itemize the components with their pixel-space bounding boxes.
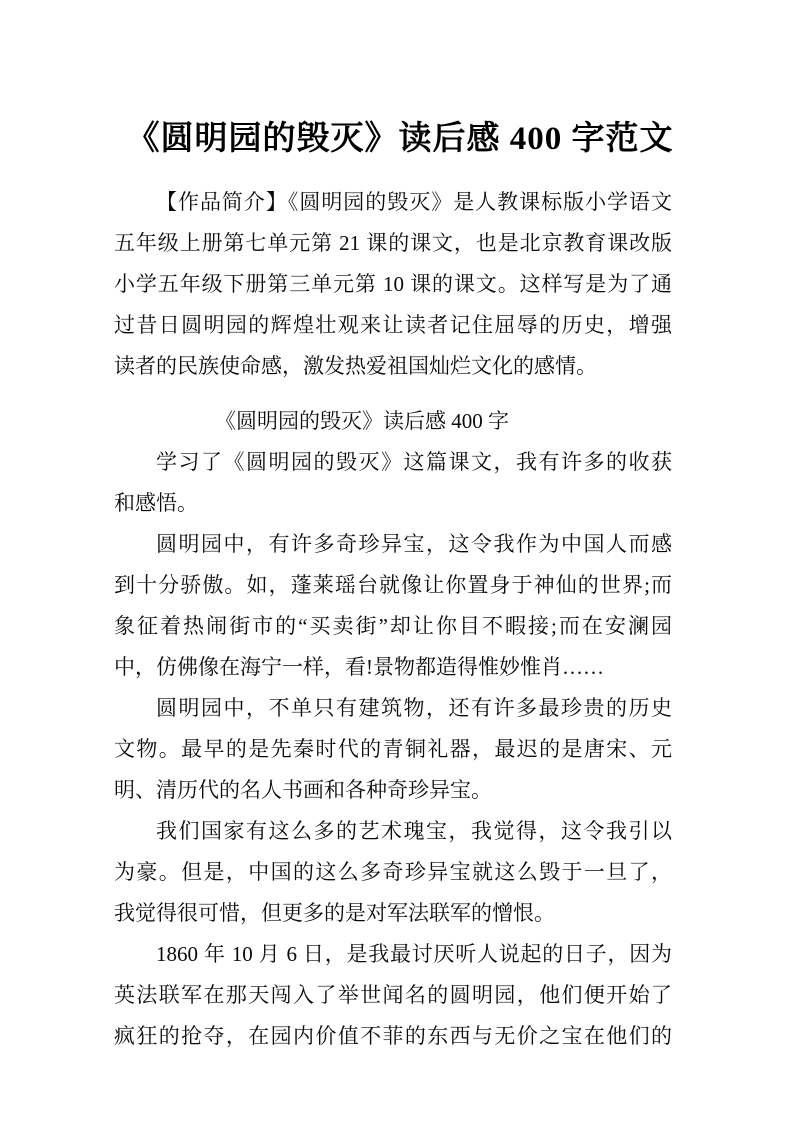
- text-line: 象征着热闹街市的“买卖街”却让你目不暇接;而在安澜园: [114, 614, 672, 639]
- section-subtitle: 《圆明园的毁灭》读后感 400 字: [215, 409, 509, 434]
- text-line: 圆明园中，有许多奇珍异宝，这令我作为中国人而感: [156, 532, 672, 557]
- text-line: 疯狂的抢夺，在园内价值不菲的东西与无价之宝在他们的: [114, 1024, 672, 1049]
- text-line: 【作品简介】《圆明园的毁灭》是人教课标版小学语文: [156, 190, 672, 215]
- text-line: 我们国家有这么多的艺术瑰宝，我觉得，这令我引以: [156, 819, 672, 844]
- text-line: 读者的民族使命感，激发热爱祖国灿烂文化的感情。: [114, 354, 597, 379]
- text-line: 明、清历代的名人书画和各种奇珍异宝。: [114, 778, 492, 803]
- text-line: 和感悟。: [114, 491, 198, 516]
- text-line: 小学五年级下册第三单元第 10 课的课文。这样写是为了通: [114, 272, 672, 297]
- text-line: 1860 年 10 月 6 日，是我最讨厌听人说起的日子，因为: [156, 942, 672, 967]
- text-line: 我觉得很可惜，但更多的是对军法联军的憎恨。: [114, 901, 555, 926]
- text-line: 圆明园中，不单只有建筑物，还有许多最珍贵的历史: [156, 696, 672, 721]
- document-body: [114, 182, 672, 1057]
- document-title: 《圆明园的毁灭》读后感 400 字范文: [126, 121, 674, 158]
- text-line: 学习了《圆明园的毁灭》这篇课文，我有许多的收获: [156, 450, 672, 475]
- text-line: 中，仿佛像在海宁一样，看!景物都造得惟妙惟肖……: [114, 655, 604, 680]
- text-line: 文物。最早的是先秦时代的青铜礼器，最迟的是唐宋、元: [114, 737, 672, 762]
- text-line: 五年级上册第七单元第 21 课的课文，也是北京教育课改版: [114, 231, 672, 256]
- text-line: 英法联军在那天闯入了举世闻名的圆明园，他们便开始了: [114, 983, 672, 1008]
- text-line: 为豪。但是，中国的这么多奇珍异宝就这么毁于一旦了，: [114, 860, 672, 885]
- text-line: 到十分骄傲。如，蓬莱瑶台就像让你置身于神仙的世界;而: [114, 573, 672, 598]
- text-line: 过昔日圆明园的辉煌壮观来让读者记住屈辱的历史，增强: [114, 313, 672, 338]
